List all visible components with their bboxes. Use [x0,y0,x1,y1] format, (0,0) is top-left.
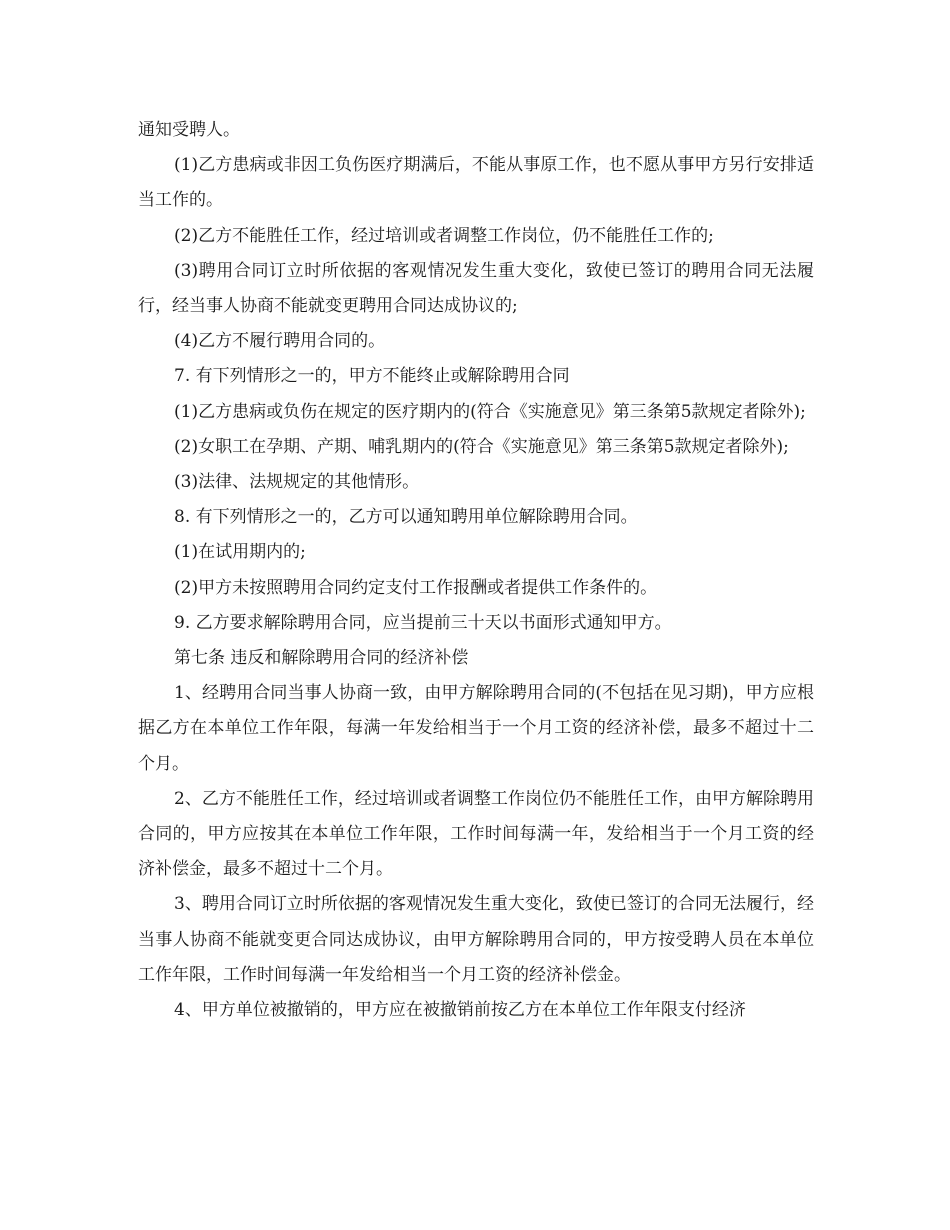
paragraph: 9. 乙方要求解除聘用合同，应当提前三十天以书面形式通知甲方。 [174,612,672,633]
paragraph: (1)乙方患病或非因工负伤医疗期满后，不能从事原工作，也不愿从事甲方另行安排适当工作的。 [138,155,814,211]
document-body [138,113,814,1028]
paragraph: (3)聘用合同订立时所依据的客观情况发生重大变化，致使已签订的聘用合同无法履行，经当事人协商不能就变更聘用合同达成协议的; [138,260,814,317]
paragraph: (1)在试用期内的; [174,542,306,563]
paragraph: (2)乙方不能胜任工作，经过培训或者调整工作岗位，仍不能胜任工作的; [174,225,714,246]
paragraph: (4)乙方不履行聘用合同的。 [174,331,386,352]
paragraph: 1、经聘用合同当事人协商一致，由甲方解除聘用合同的(不包括在见习期)，甲方应根据乙方在本单位工作年限，每满一年发给相当于一个月工资的经济补偿，最多不超过十二个月。 [138,683,814,774]
paragraph: (2)女职工在孕期、产期、哺乳期内的(符合《实施意见》第三条第5款规定者除外); [174,436,789,457]
paragraph: 通知受聘人。 [138,120,240,140]
paragraph: 2、乙方不能胜任工作，经过培训或者调整工作岗位仍不能胜任工作，由甲方解除聘用合同的，甲方应按其在本单位工作年限，工作时间每满一年，发给相当于一个月工资的经济补偿金，最多不超过十二个月。 [138,788,814,880]
paragraph: (3)法律、法规规定的其他情形。 [174,472,420,493]
section-heading: 第七条 违反和解除聘用合同的经济补偿 [174,648,469,669]
paragraph: (1)乙方患病或负伤在规定的医疗期内的(符合《实施意见》第三条第5款规定者除外); [174,401,806,422]
paragraph: (2)甲方未按照聘用合同约定支付工作报酬或者提供工作条件的。 [174,577,658,598]
paragraph: 4、甲方单位被撤销的，甲方应在被撤销前按乙方在本单位工作年限支付经济 [174,1000,746,1021]
paragraph: 7. 有下列情形之一的，甲方不能终止或解除聘用合同 [174,366,570,387]
paragraph: 3、聘用合同订立时所依据的客观情况发生重大变化，致使已签订的合同无法履行，经当事人协商不能就变更合同达成协议，由甲方解除聘用合同的，甲方按受聘人员在本单位工作年限，工作时间每满一年发给相当一个月工资的经济补偿金。 [138,894,814,985]
paragraph: 8. 有下列情形之一的，乙方可以通知聘用单位解除聘用合同。 [174,507,638,528]
